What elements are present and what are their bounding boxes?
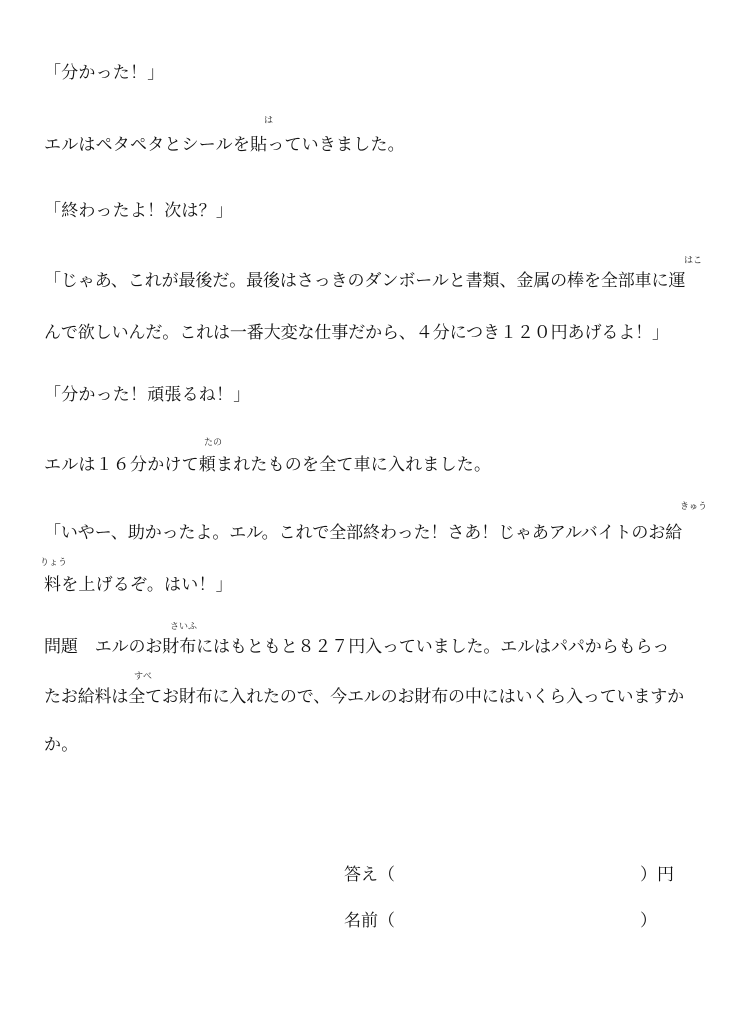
story-line-3: 「終わったよ！次は？」 xyxy=(44,201,234,221)
story-line-2: エルはペタペタとシールを貼っていきました。 xyxy=(44,135,405,155)
question-line-2: たお給料は全てお財布に入れたので、今エルのお財布の中にはいくら入っていますか xyxy=(44,687,684,707)
story-line-5: 「分かった！頑張るね！」 xyxy=(44,385,251,405)
furigana-ha: は xyxy=(264,116,274,126)
story-line-4b: んで欲しいんだ。これは一番大変な仕事だから、４分につき１２０円あげるよ！」 xyxy=(44,323,669,343)
story-line-7a: 「いやー、助かったよ。エル。これで全部終わった！さあ！じゃあアルバイトのお給 xyxy=(44,523,683,543)
furigana-sube: すべ xyxy=(134,672,152,682)
name-label: 名前（ xyxy=(344,911,395,931)
answer-unit: ）円 xyxy=(640,865,674,885)
furigana-ryou: りょう xyxy=(40,558,68,568)
furigana-tano: たの xyxy=(204,438,223,448)
furigana-hako: はこ xyxy=(684,256,703,266)
question-line-1: 問題 エルのお財布にはもともと８２７円入っていました。エルはパパからもらっ xyxy=(44,637,670,657)
answer-label: 答え（ xyxy=(344,865,395,885)
story-line-7b: 料を上げるぞ。はい！」 xyxy=(44,575,233,595)
story-line-4a: 「じゃあ、これが最後だ。最後はさっきのダンボールと書類、金属の棒を全部車に運 xyxy=(44,271,686,291)
question-line-3: か。 xyxy=(44,735,79,755)
story-line-6: エルは１６分かけて頼まれたものを全て車に入れました。 xyxy=(44,455,492,475)
story-line-1: 「分かった！」 xyxy=(44,63,165,83)
furigana-kyu: きゅう xyxy=(680,502,708,512)
name-close: ） xyxy=(640,911,657,931)
furigana-saifu: さいふ xyxy=(170,622,198,632)
